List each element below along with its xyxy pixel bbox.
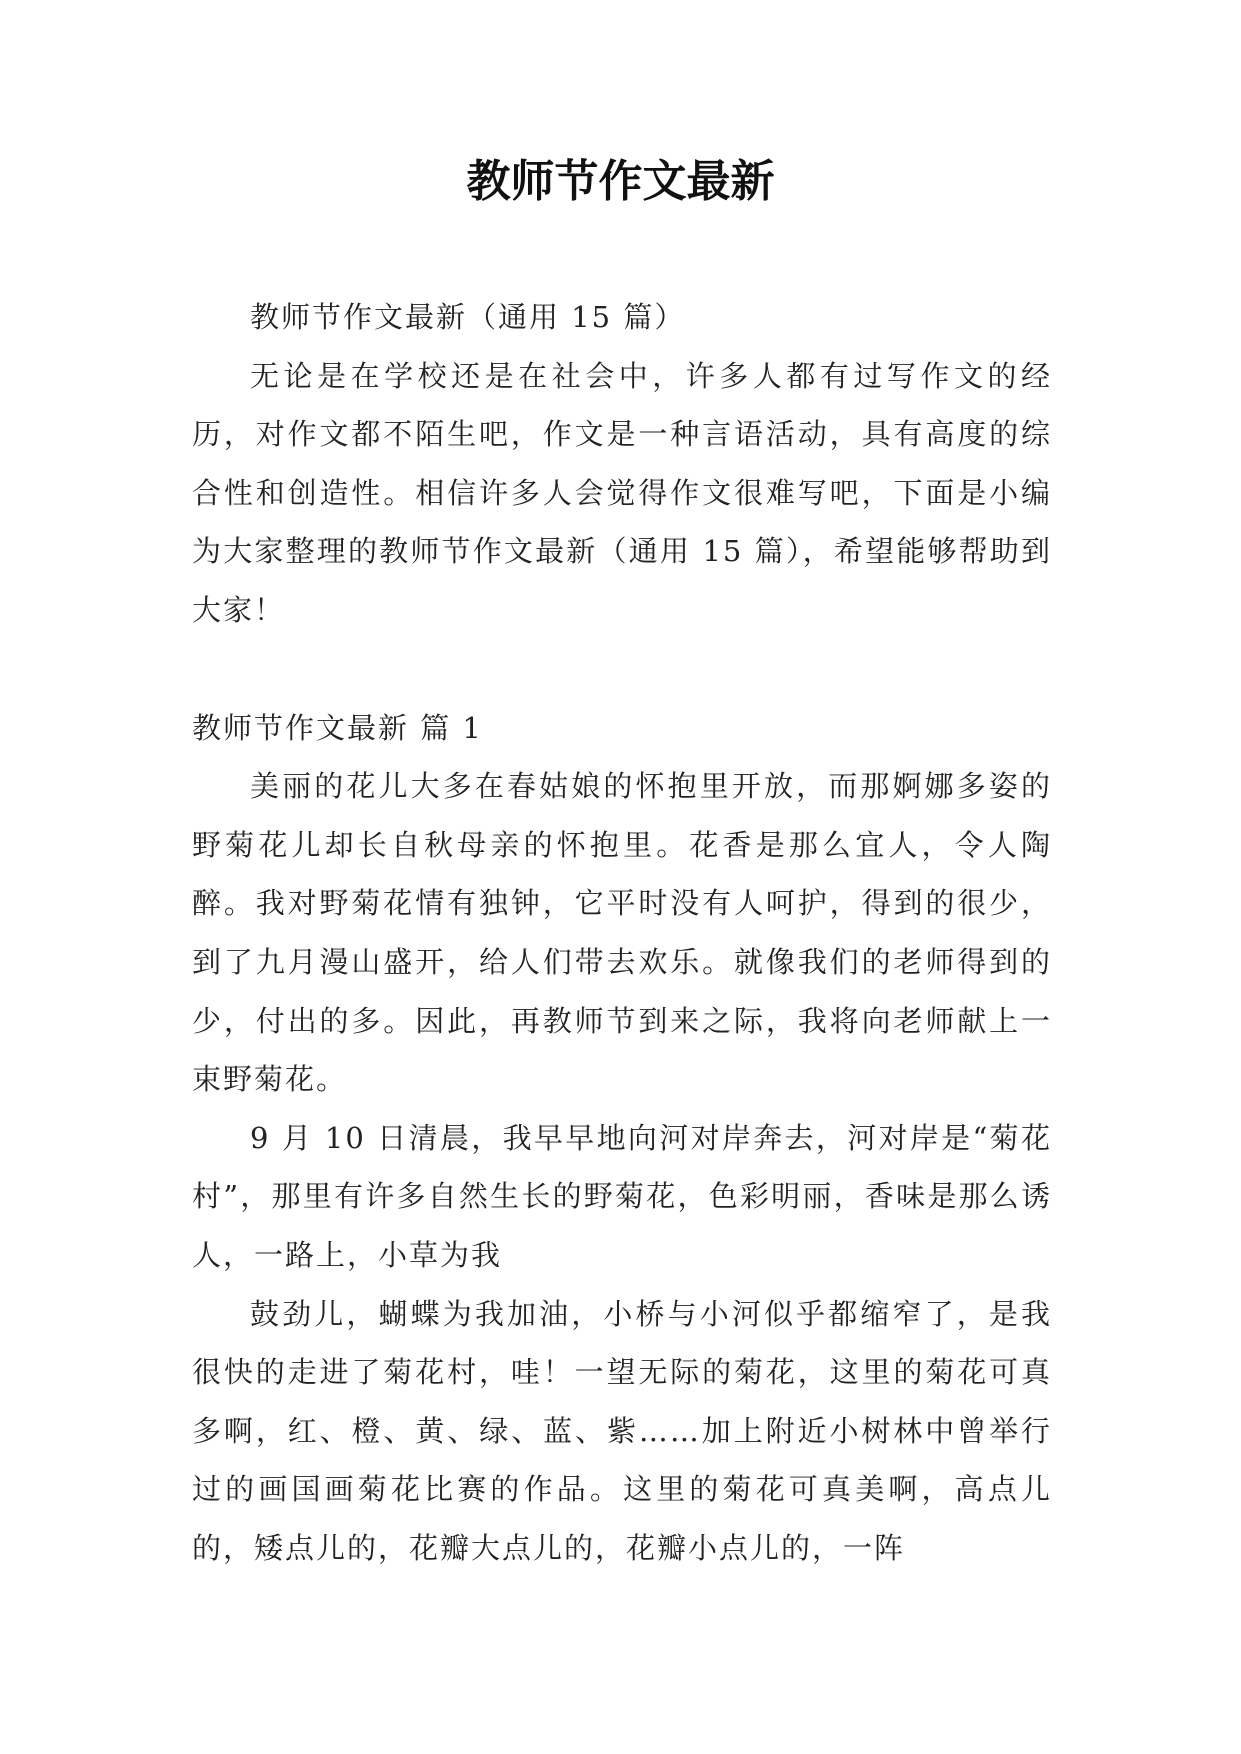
section-spacer [192, 640, 1052, 699]
intro-paragraph: 无论是在学校还是在社会中，许多人都有过写作文的经历，对作文都不陌生吧，作文是一种言语活动，具有高度的综合性和创造性。相信许多人会觉得作文很难写吧，下面是小编为大家整理的教师节作文最新（通用 15 篇），希望能够帮助到大家！ [192, 358, 1052, 627]
body-paragraph: 美丽的花儿大多在春姑娘的怀抱里开放，而那婀娜多姿的野菊花儿却长自秋母亲的怀抱里。花香是那么宜人，令人陶醉。我对野菊花情有独钟，它平时没有人呵护，得到的很少，到了九月漫山盛开，给人们带去欢乐。就像我们的老师得到的少，付出的多。因此，再教师节到来之际，我将向老师献上一束野菊花。 [192, 769, 1052, 1097]
body-paragraph: 鼓劲儿，蝴蝶为我加油，小桥与小河似乎都缩窄了，是我很快的走进了菊花村，哇！一望无际的菊花，这里的菊花可真多啊，红、橙、黄、绿、蓝、紫……加上附近小树林中曾举行过的画国画菊花比赛的作品。这里的菊花可真美啊，高点儿的，矮点儿的，花瓣大点儿的，花瓣小点儿的，一阵 [192, 1296, 1052, 1565]
document-body [192, 288, 1052, 1577]
body-paragraph: 9 月 10 日清晨，我早早地向河对岸奔去，河对岸是“菊花村”，那里有许多自然生长的野菊花，色彩明丽，香味是那么诱人，一路上，小草为我 [192, 1120, 1052, 1272]
section-heading: 教师节作文最新 篇 1 [192, 710, 483, 745]
subtitle-paragraph: 教师节作文最新（通用 15 篇） [250, 300, 686, 334]
document-title: 教师节作文最新 [466, 156, 775, 207]
